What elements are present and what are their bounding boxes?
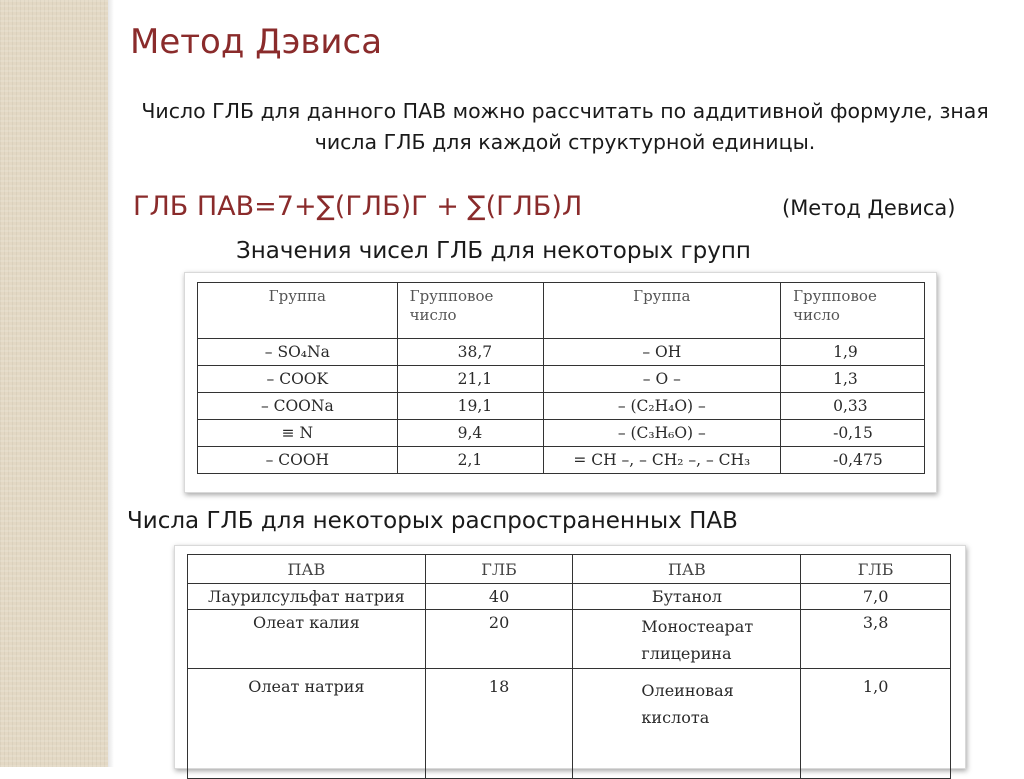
table-row — [198, 393, 925, 420]
side-band-shadow — [108, 0, 114, 767]
hlb-cell: 40 — [425, 584, 573, 610]
group-cell: – OH — [543, 339, 781, 366]
group-cell: ≡ N — [198, 420, 398, 447]
column-header: Группа — [198, 283, 398, 339]
table1-caption: Значения чисел ГЛБ для некоторых групп — [236, 238, 751, 264]
value-cell: 9,4 — [397, 420, 543, 447]
column-header: ПАВ — [188, 555, 426, 584]
group-numbers-table — [197, 282, 925, 474]
group-cell: – (C₃H₆O) – — [543, 420, 781, 447]
hlb-cell: 7,0 — [801, 584, 951, 610]
surfactant-name-cell: Лаурилсульфат натрия — [188, 584, 426, 610]
table-row — [198, 447, 925, 474]
table2-caption: Числа ГЛБ для некоторых распространенных ПАВ — [127, 508, 738, 534]
slide-title: Метод Дэвиса — [130, 22, 383, 62]
surfactant-name-cell: Олеат калия — [188, 610, 426, 669]
hlb-cell: 18 — [425, 669, 573, 779]
column-header: Групповое число — [397, 283, 543, 339]
group-cell: – O – — [543, 366, 781, 393]
value-cell: 21,1 — [397, 366, 543, 393]
table-row — [188, 610, 951, 669]
hlb-cell: 1,0 — [801, 669, 951, 779]
table-header-row — [198, 283, 925, 339]
surfactant-name-cell: Олеиновая кислота — [573, 669, 801, 779]
intro-paragraph: Число ГЛБ для данного ПАВ можно рассчитать по аддитивной формуле, зная числа ГЛБ для каждой структурной единицы. — [141, 99, 989, 154]
davies-formula: ГЛБ ПАВ=7+∑(ГЛБ)Г + ∑(ГЛБ)Л — [133, 191, 583, 222]
value-cell: 1,3 — [781, 366, 925, 393]
group-cell: – (C₂H₄O) – — [543, 393, 781, 420]
formula-note: (Метод Девиса) — [782, 196, 956, 220]
value-cell: 2,1 — [397, 447, 543, 474]
column-header: ГЛБ — [425, 555, 573, 584]
column-header: Группа — [543, 283, 781, 339]
column-header: ГЛБ — [801, 555, 951, 584]
surfactant-hlb-table-image — [174, 545, 966, 769]
value-cell: 0,33 — [781, 393, 925, 420]
table-row — [188, 584, 951, 610]
group-cell: – COOH — [198, 447, 398, 474]
table-row — [188, 669, 951, 779]
group-numbers-table-image — [184, 272, 937, 493]
hlb-cell: 3,8 — [801, 610, 951, 669]
hlb-cell: 20 — [425, 610, 573, 669]
group-cell: = CH –, – CH₂ –, – CH₃ — [543, 447, 781, 474]
group-cell: – COONa — [198, 393, 398, 420]
table-row — [198, 339, 925, 366]
surfactant-hlb-table — [187, 554, 951, 779]
table-header-row — [188, 555, 951, 584]
table-row — [198, 366, 925, 393]
value-cell: -0,15 — [781, 420, 925, 447]
value-cell: 38,7 — [397, 339, 543, 366]
column-header: ПАВ — [573, 555, 801, 584]
surfactant-name-cell: Бутанол — [573, 584, 801, 610]
group-cell: – COOK — [198, 366, 398, 393]
table-row — [198, 420, 925, 447]
value-cell: 1,9 — [781, 339, 925, 366]
group-cell: – SO₄Na — [198, 339, 398, 366]
value-cell: 19,1 — [397, 393, 543, 420]
value-cell: -0,475 — [781, 447, 925, 474]
surfactant-name-cell: Олеат натрия — [188, 669, 426, 779]
column-header: Групповое число — [781, 283, 925, 339]
decorative-side-band — [0, 0, 108, 767]
surfactant-name-cell: Моностеарат глицерина — [573, 610, 801, 669]
